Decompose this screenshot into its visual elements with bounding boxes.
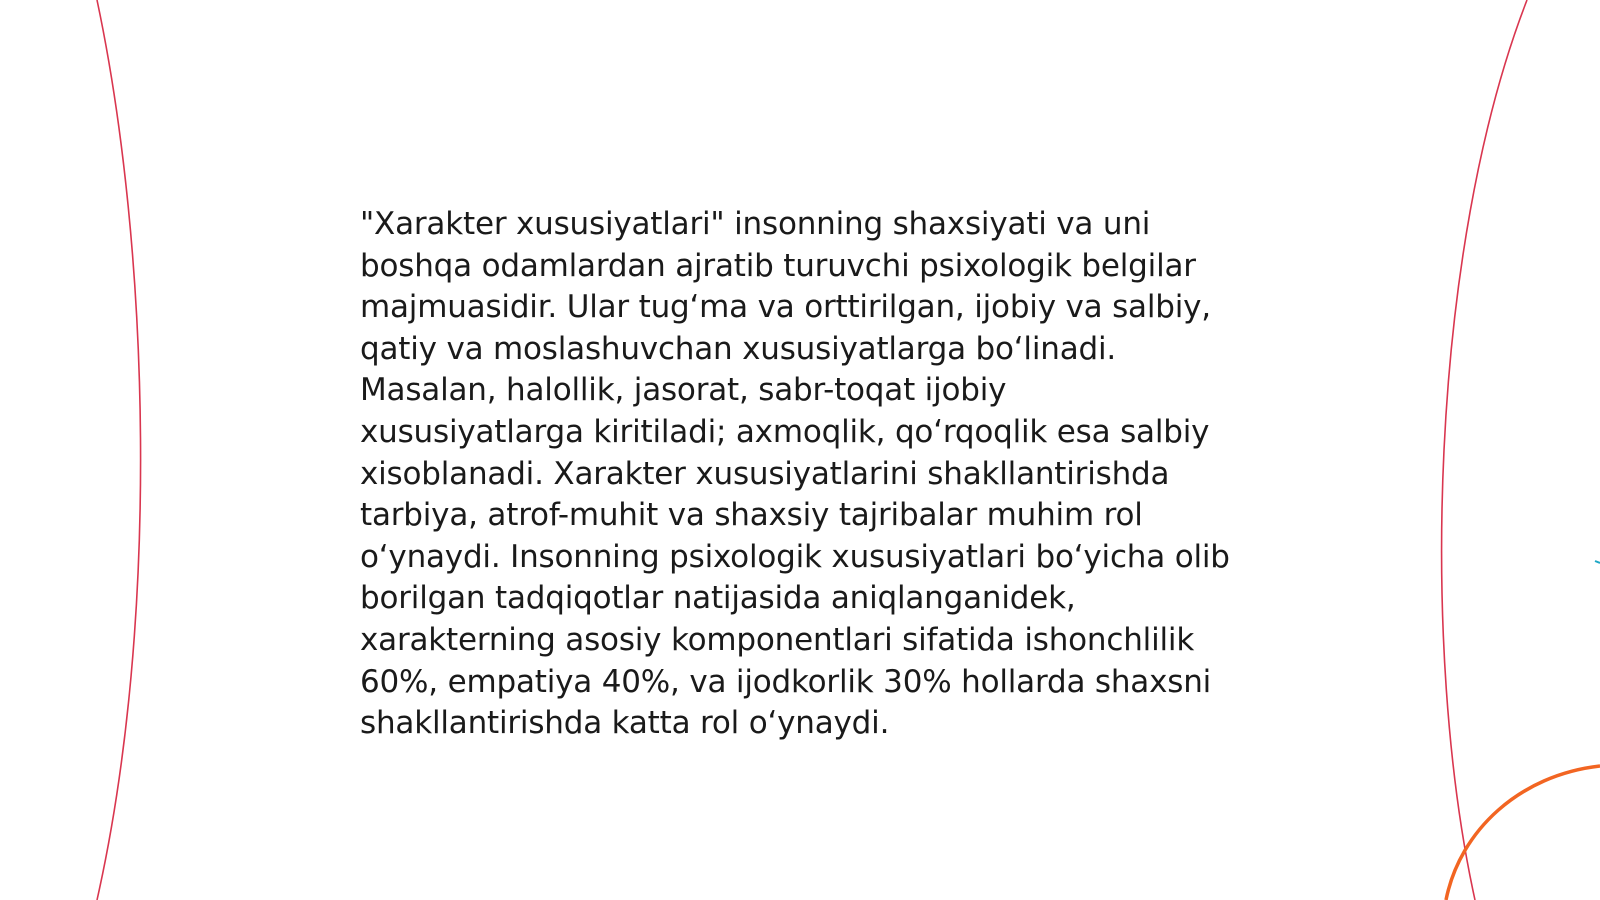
left-curve-line [97, 0, 141, 900]
teal-mark [1595, 561, 1600, 563]
body-paragraph: "Xarakter xususiyatlari" insonning shaxsiyati va uni boshqa odamlardan ajratib turuvchi psixologik belgilar majmuasidir. Ular tugʻma va orttirilgan, ijobiy va salbiy, qatiy va moslashuvchan xususiyatlarga boʻlinadi. Masalan, halollik, jasorat, sabr-toqat ijobiy xususiyatlarga kiritiladi; axmoqlik, qoʻrqoqlik esa salbiy xisoblanadi. Xarakter xususiyatlarini shakllantirishda tarbiya, atrof-muhit va shaxsiy tajribalar muhim rol oʻynaydi. Insonning psixologik xususiyatlari boʻyicha olib borilgan tadqiqotlar natijasida aniqlanganidek, xarakterning asosiy komponentlari sifatida ishonchlilik 60%, empatiya 40%, va ijodkorlik 30% hollarda shaxsni shakllantirishda katta rol oʻynaydi. [360, 206, 1230, 742]
orange-arc [1446, 766, 1600, 900]
right-curve-line [1442, 0, 1527, 900]
